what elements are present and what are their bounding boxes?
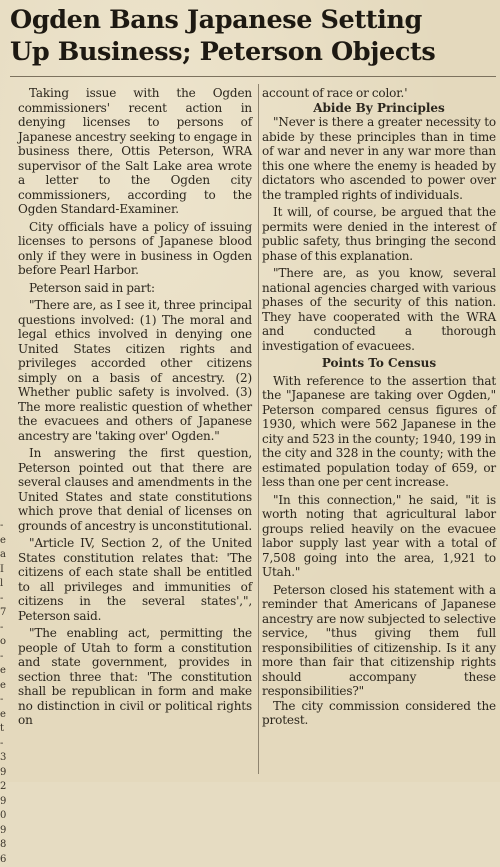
margin-fragment: a — [0, 548, 8, 563]
paragraph: City officials have a policy of issuing licenses to persons of Japanese blood only if they were in business in Ogden before Pearl Harbor. — [18, 220, 252, 278]
margin-fragment: 3 — [0, 751, 8, 766]
subheading-points-to-census: Points To Census — [262, 356, 496, 371]
paragraph: "Never is there a greater necessity to abide by these principles than in time of war and never in any war more than this one where the enemy is headed by dictators who ascended to power over the trampled rights of individuals. — [262, 115, 496, 202]
paragraph: Peterson said in part: — [18, 281, 252, 296]
paragraph: In answering the first question, Peterson pointed out that there are several clauses and amendments in the United States and state constitutions which prove that denial of licenses on grounds of ancestry is unconstitutional. — [18, 446, 252, 533]
margin-fragment: 9 — [0, 766, 8, 781]
margin-fragment: I — [0, 563, 8, 578]
margin-fragment: e — [0, 664, 8, 679]
paragraph: With reference to the assertion that the "Japanese are taking over Ogden," Peterson compared census figures of 1930, which were 562 Japanese in the city and 523 in the county; 1940, 199 in the city and 328 in the county; with the estimated population today of 659, or less than one per cent increase. — [262, 374, 496, 490]
margin-fragment: - — [0, 693, 8, 708]
paragraph: Peterson closed his statement with a reminder that Americans of Japanese ancestry are now subjected to selective service, "thus giving them full responsibilities of citizenship. Is it any more than fair that citizenship rights should accompany these responsibilities?" — [262, 583, 496, 699]
margin-fragment: e — [0, 679, 8, 694]
subheading-abide-by-principles: Abide By Principles — [262, 101, 496, 116]
margin-fragment: 8 — [0, 838, 8, 853]
headline-line-2: Up Business; Peterson Objects — [10, 36, 496, 68]
margin-fragment: 0 — [0, 809, 8, 824]
left-column — [18, 86, 252, 728]
margin-fragment: l — [0, 577, 8, 592]
paragraph: Taking issue with the Ogden commissioners' recent action in denying licenses to persons of Japanese ancestry seeking to engage in business there, Ottis Peterson, WRA supervisor of the Salt Lake area wrote a letter to the Ogden city commissioners, according to the Ogden Standard-Examiner. — [18, 86, 252, 217]
margin-fragment: - — [0, 592, 8, 607]
paragraph: "In this connection," he said, "it is worth noting that agricultural labor groups relied heavily on the evacuee labor supply last year with a total of 7,508 going into the area, 1,921 to Utah." — [262, 493, 496, 580]
right-column — [262, 86, 496, 728]
margin-fragment: e — [0, 534, 8, 549]
margin-fragment: - — [0, 621, 8, 636]
margin-fragment: 9 — [0, 824, 8, 839]
margin-fragment: - — [0, 737, 8, 752]
paragraph: "There are, as you know, several national agencies charged with various phases of the security of this nation. They have cooperated with the WRA and conducted a thorough investigation of evacuees. — [262, 266, 496, 353]
headline — [10, 4, 496, 68]
margin-fragment: - — [0, 519, 8, 534]
paragraph-continuation: account of race or color.' — [262, 86, 496, 101]
margin-fragment: 7 — [0, 606, 8, 621]
headline-line-1: Ogden Bans Japanese Setting — [10, 4, 496, 36]
paragraph: "The enabling act, permitting the people of Utah to form a constitution and state government, provides in section three that: 'The constitution shall be republican in form and make no distinction in civil or political rights on — [18, 626, 252, 728]
margin-fragment: t — [0, 722, 8, 737]
adjacent-column-fragments — [0, 84, 8, 774]
paragraph: It will, of course, be argued that the permits were denied in the interest of public safety, thus bringing the second phase of this explanation. — [262, 205, 496, 263]
column-rule — [258, 84, 259, 774]
margin-fragment: - — [0, 650, 8, 665]
margin-fragment: 9 — [0, 795, 8, 810]
paragraph: "There are, as I see it, three principal questions involved: (1) The moral and legal ethics involved in denying one United States citizen rights and privileges accorded other citizens simply on a basis of ancestry. (2) Whether public safety is involved. (3) The more realistic question of whether the evacuees and others of Japanese ancestry are 'taking over' Ogden." — [18, 298, 252, 443]
margin-fragment: 2 — [0, 780, 8, 795]
margin-fragment: e — [0, 708, 8, 723]
margin-fragment: 6 — [0, 853, 8, 867]
headline-rule — [10, 76, 496, 77]
margin-fragment: o — [0, 635, 8, 650]
paragraph: "Article IV, Section 2, of the United States constitution relates that: 'The citizens of each state shall be entitled to all privileges and immunities of citizens in the several states',", Peterson said. — [18, 536, 252, 623]
paragraph: The city commission considered the protest. — [262, 699, 496, 728]
